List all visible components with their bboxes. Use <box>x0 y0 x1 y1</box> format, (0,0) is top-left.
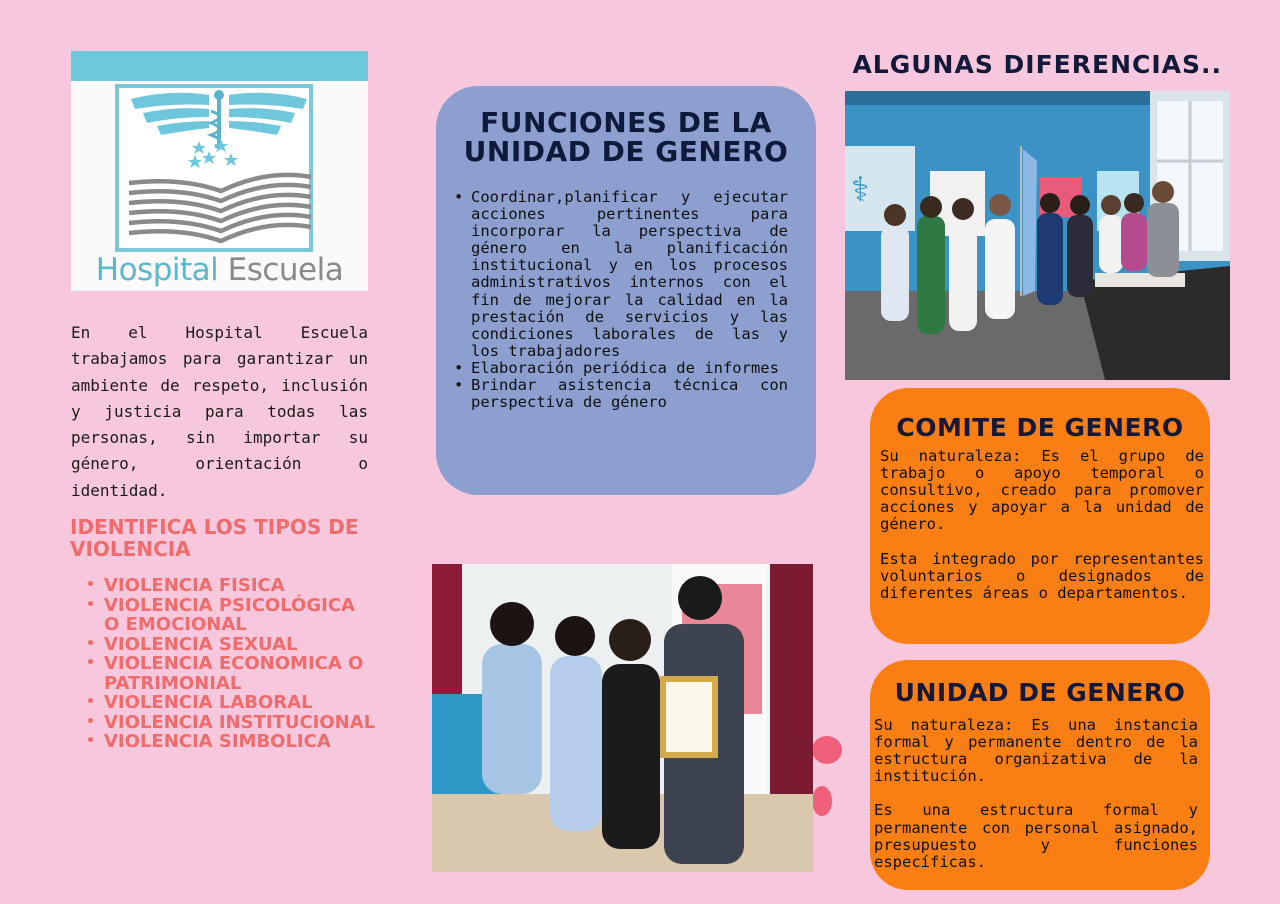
violence-item: • VIOLENCIA LABORAL <box>86 693 376 713</box>
unidad-genero-panel <box>870 660 1210 890</box>
svg-text:⚕: ⚕ <box>851 170 870 210</box>
comite-paragraph-2: Esta integrado por representantes voluntarios o designados de diferentes áreas o departamentos. <box>880 549 1204 602</box>
certificate-photo-image <box>432 564 813 872</box>
functions-title-line1: FUNCIONES DE LA <box>480 106 772 139</box>
intro-paragraph: En el Hospital Escuela trabajamos para garantizar un ambiente de respeto, inclusión y justicia para todas las personas, sin importar su género, orientación o identidad. <box>71 323 368 500</box>
unidad-text <box>874 717 1198 871</box>
functions-panel <box>436 86 816 495</box>
violence-item: • VIOLENCIA INSTITUCIONAL <box>86 713 376 733</box>
logo-word-hospital: Hospital <box>95 252 219 288</box>
comite-genero-panel <box>870 388 1210 644</box>
group-photo-image <box>845 91 1230 380</box>
violence-item: • VIOLENCIA SEXUAL <box>86 635 376 655</box>
decorative-blob <box>812 786 832 816</box>
violence-item: • VIOLENCIA ECONOMICA O PATRIMONIAL <box>86 654 376 693</box>
differences-title: ALGUNAS DIFERENCIAS.. <box>852 50 1222 79</box>
function-item: • Coordinar,planificar y ejecutar acciones pertinentes para incorporar la perspectiva de género en la planificación institucional y en los procesos administrativos internos con el fin de mejorar la calidad en la prestación de servicios y las condiciones laborales de las y los trabajadores <box>454 189 788 360</box>
functions-title-line2: UNIDAD DE GENERO <box>463 135 789 168</box>
decorative-blob <box>812 736 842 764</box>
functions-list <box>454 189 788 411</box>
group-photo <box>845 91 1230 380</box>
violence-item: • VIOLENCIA SIMBOLICA <box>86 732 376 752</box>
hospital-escuela-logo <box>71 51 368 291</box>
unidad-title: UNIDAD DE GENERO <box>894 678 1186 707</box>
unidad-paragraph-2: Es una estructura formal y permanente con personal asignado, presupuesto y funciones específicas. <box>874 801 1198 871</box>
function-item: • Brindar asistencia técnica con perspectiva de género <box>454 377 788 411</box>
logo-word-escuela: Escuela <box>227 252 344 288</box>
comite-text <box>880 448 1204 602</box>
certificate-photo <box>432 564 813 872</box>
unidad-paragraph-1: Su naturaleza: Es una instancia formal y permanente dentro de la estructura organizativa de la institución. <box>874 716 1198 786</box>
violence-item: • VIOLENCIA FISICA <box>86 576 376 596</box>
functions-title <box>436 108 816 166</box>
function-item: • Elaboración periódica de informes <box>454 360 788 377</box>
comite-paragraph-1: Su naturaleza: Es el grupo de trabajo o apoyo temporal o consultivo, creado para promover acciones y apoyar a la unidad de género. <box>880 447 1204 534</box>
comite-title: COMITE DE GENERO <box>896 413 1184 442</box>
violence-types-title: IDENTIFICA LOS TIPOS DE VIOLENCIA <box>70 515 359 561</box>
violence-item: • VIOLENCIA PSICOLÓGICA O EMOCIONAL <box>86 596 376 635</box>
logo-wordmark <box>71 252 368 288</box>
violence-types-list <box>86 576 376 752</box>
